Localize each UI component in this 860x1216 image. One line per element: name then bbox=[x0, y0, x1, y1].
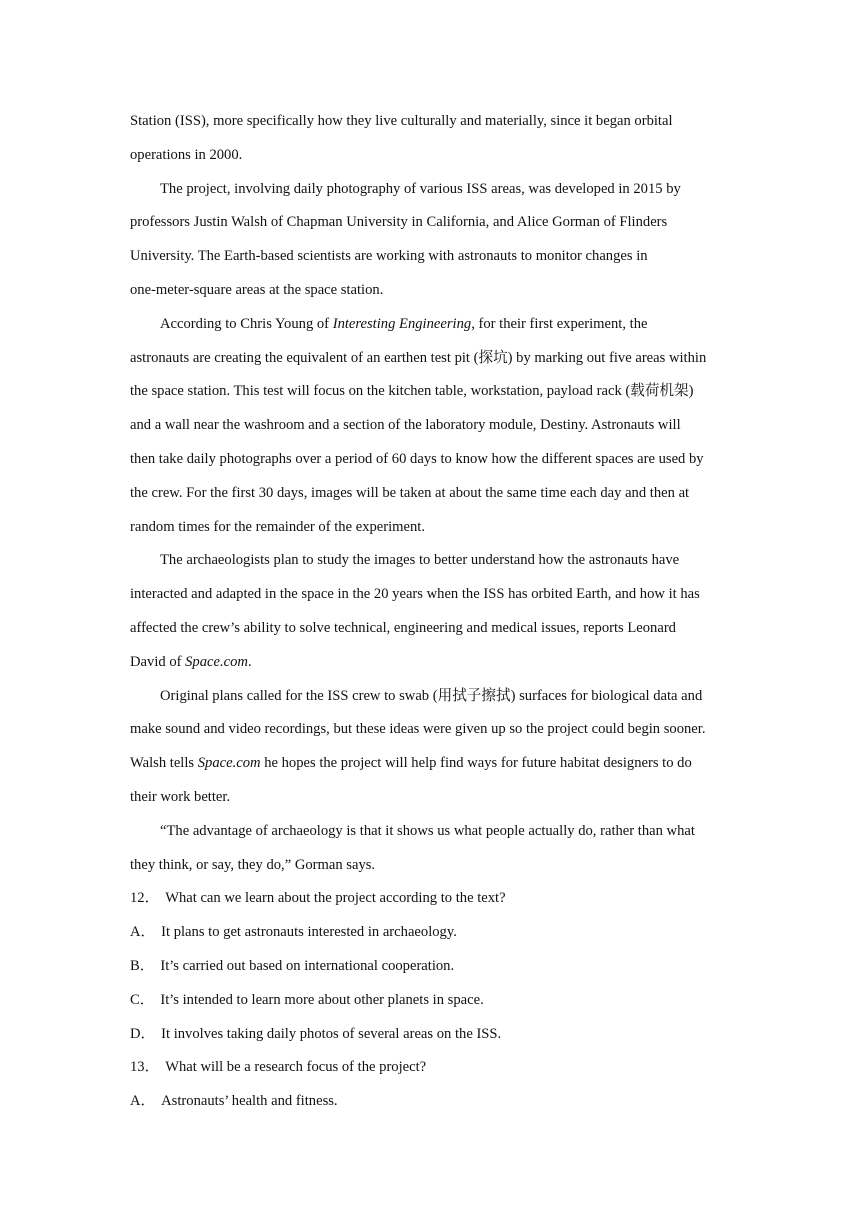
answer-option bbox=[130, 916, 733, 950]
question-text: What can we learn about the project according to the text? bbox=[165, 890, 506, 907]
text-line: operations in 2000. bbox=[130, 146, 243, 163]
text-line: affected the crew’s ability to solve technical, engineering and medical issues, reports Leonard bbox=[130, 619, 676, 636]
option-letter: D． bbox=[130, 1025, 156, 1042]
answer-option bbox=[130, 1085, 733, 1119]
text-line: their work better. bbox=[130, 788, 231, 805]
question-12 bbox=[130, 882, 733, 1051]
option-text: It’s intended to learn more about other planets in space. bbox=[160, 991, 484, 1008]
text-line: University. The Earth-based scientists are working with astronauts to monitor changes in bbox=[130, 248, 648, 265]
paragraph-2 bbox=[130, 173, 733, 308]
text-line: professors Justin Walsh of Chapman University in California, and Alice Gorman of Flinders bbox=[130, 214, 668, 231]
publication-title: Interesting Engineering bbox=[332, 315, 472, 332]
document-body bbox=[130, 105, 733, 1119]
text-run: Walsh tells bbox=[130, 755, 198, 772]
text-line: the crew. For the first 30 days, images will be taken at about the same time each day and then at bbox=[130, 484, 690, 501]
publication-title: Space.com bbox=[197, 755, 261, 772]
text-line bbox=[130, 308, 733, 342]
paragraph-6 bbox=[130, 815, 733, 883]
answer-option bbox=[130, 1018, 733, 1052]
text-line: and a wall near the washroom and a section of the laboratory module, Destiny. Astronauts will bbox=[130, 417, 681, 434]
text-line bbox=[130, 747, 733, 781]
text-line: “The advantage of archaeology is that it shows us what people actually do, rather than what bbox=[160, 822, 695, 839]
text-run: , for their first experiment, the bbox=[471, 315, 648, 332]
text-line: interacted and adapted in the space in the 20 years when the ISS has orbited Earth, and how it has bbox=[130, 586, 700, 603]
question-number: 13． bbox=[130, 1059, 160, 1076]
text-line: The project, involving daily photography of various ISS areas, was developed in 2015 by bbox=[160, 180, 681, 197]
text-line: make sound and video recordings, but these ideas were given up so the project could begin sooner. bbox=[130, 721, 706, 738]
option-text: It plans to get astronauts interested in archaeology. bbox=[161, 924, 457, 941]
text-line: astronauts are creating the equivalent of an earthen test pit (探坑) by marking out five areas within bbox=[130, 349, 707, 366]
text-line: one-meter-square areas at the space station. bbox=[130, 281, 384, 298]
text-line: The archaeologists plan to study the images to better understand how the astronauts have bbox=[160, 552, 680, 569]
text-line: then take daily photographs over a period of 60 days to know how the different spaces are used by bbox=[130, 450, 704, 467]
paragraph-4 bbox=[130, 544, 733, 679]
option-letter: A． bbox=[130, 1093, 156, 1110]
option-letter: C． bbox=[130, 991, 155, 1008]
question-number: 12． bbox=[130, 890, 160, 907]
text-line bbox=[130, 646, 733, 680]
text-run: . bbox=[247, 653, 252, 670]
text-line: the space station. This test will focus on the kitchen table, workstation, payload rack (载荷机架) bbox=[130, 383, 694, 400]
text-run: he hopes the project will help find ways for future habitat designers to do bbox=[260, 755, 692, 772]
publication-title: Space.com bbox=[185, 653, 248, 670]
option-letter: A． bbox=[130, 924, 156, 941]
text-line: random times for the remainder of the experiment. bbox=[130, 518, 426, 535]
text-line: Original plans called for the ISS crew to swab (用拭子擦拭) surfaces for biological data and bbox=[160, 687, 703, 704]
question-stem bbox=[130, 1051, 733, 1085]
text-line: Station (ISS), more specifically how they live culturally and materially, since it began orbital bbox=[130, 113, 673, 129]
question-text: What will be a research focus of the project? bbox=[165, 1059, 427, 1076]
question-stem bbox=[130, 882, 733, 916]
paragraph-3 bbox=[130, 308, 733, 545]
paragraph-1 bbox=[130, 105, 733, 173]
option-text: Astronauts’ health and fitness. bbox=[161, 1093, 338, 1110]
paragraph-5 bbox=[130, 680, 733, 815]
option-text: It’s carried out based on international cooperation. bbox=[160, 957, 455, 974]
option-text: It involves taking daily photos of several areas on the ISS. bbox=[161, 1025, 502, 1042]
text-run: David of bbox=[130, 653, 186, 670]
option-letter: B． bbox=[130, 957, 155, 974]
text-line: they think, or say, they do,” Gorman says. bbox=[130, 856, 376, 873]
answer-option bbox=[130, 950, 733, 984]
question-13 bbox=[130, 1051, 733, 1119]
answer-option bbox=[130, 984, 733, 1018]
text-run: According to Chris Young of bbox=[160, 315, 333, 332]
